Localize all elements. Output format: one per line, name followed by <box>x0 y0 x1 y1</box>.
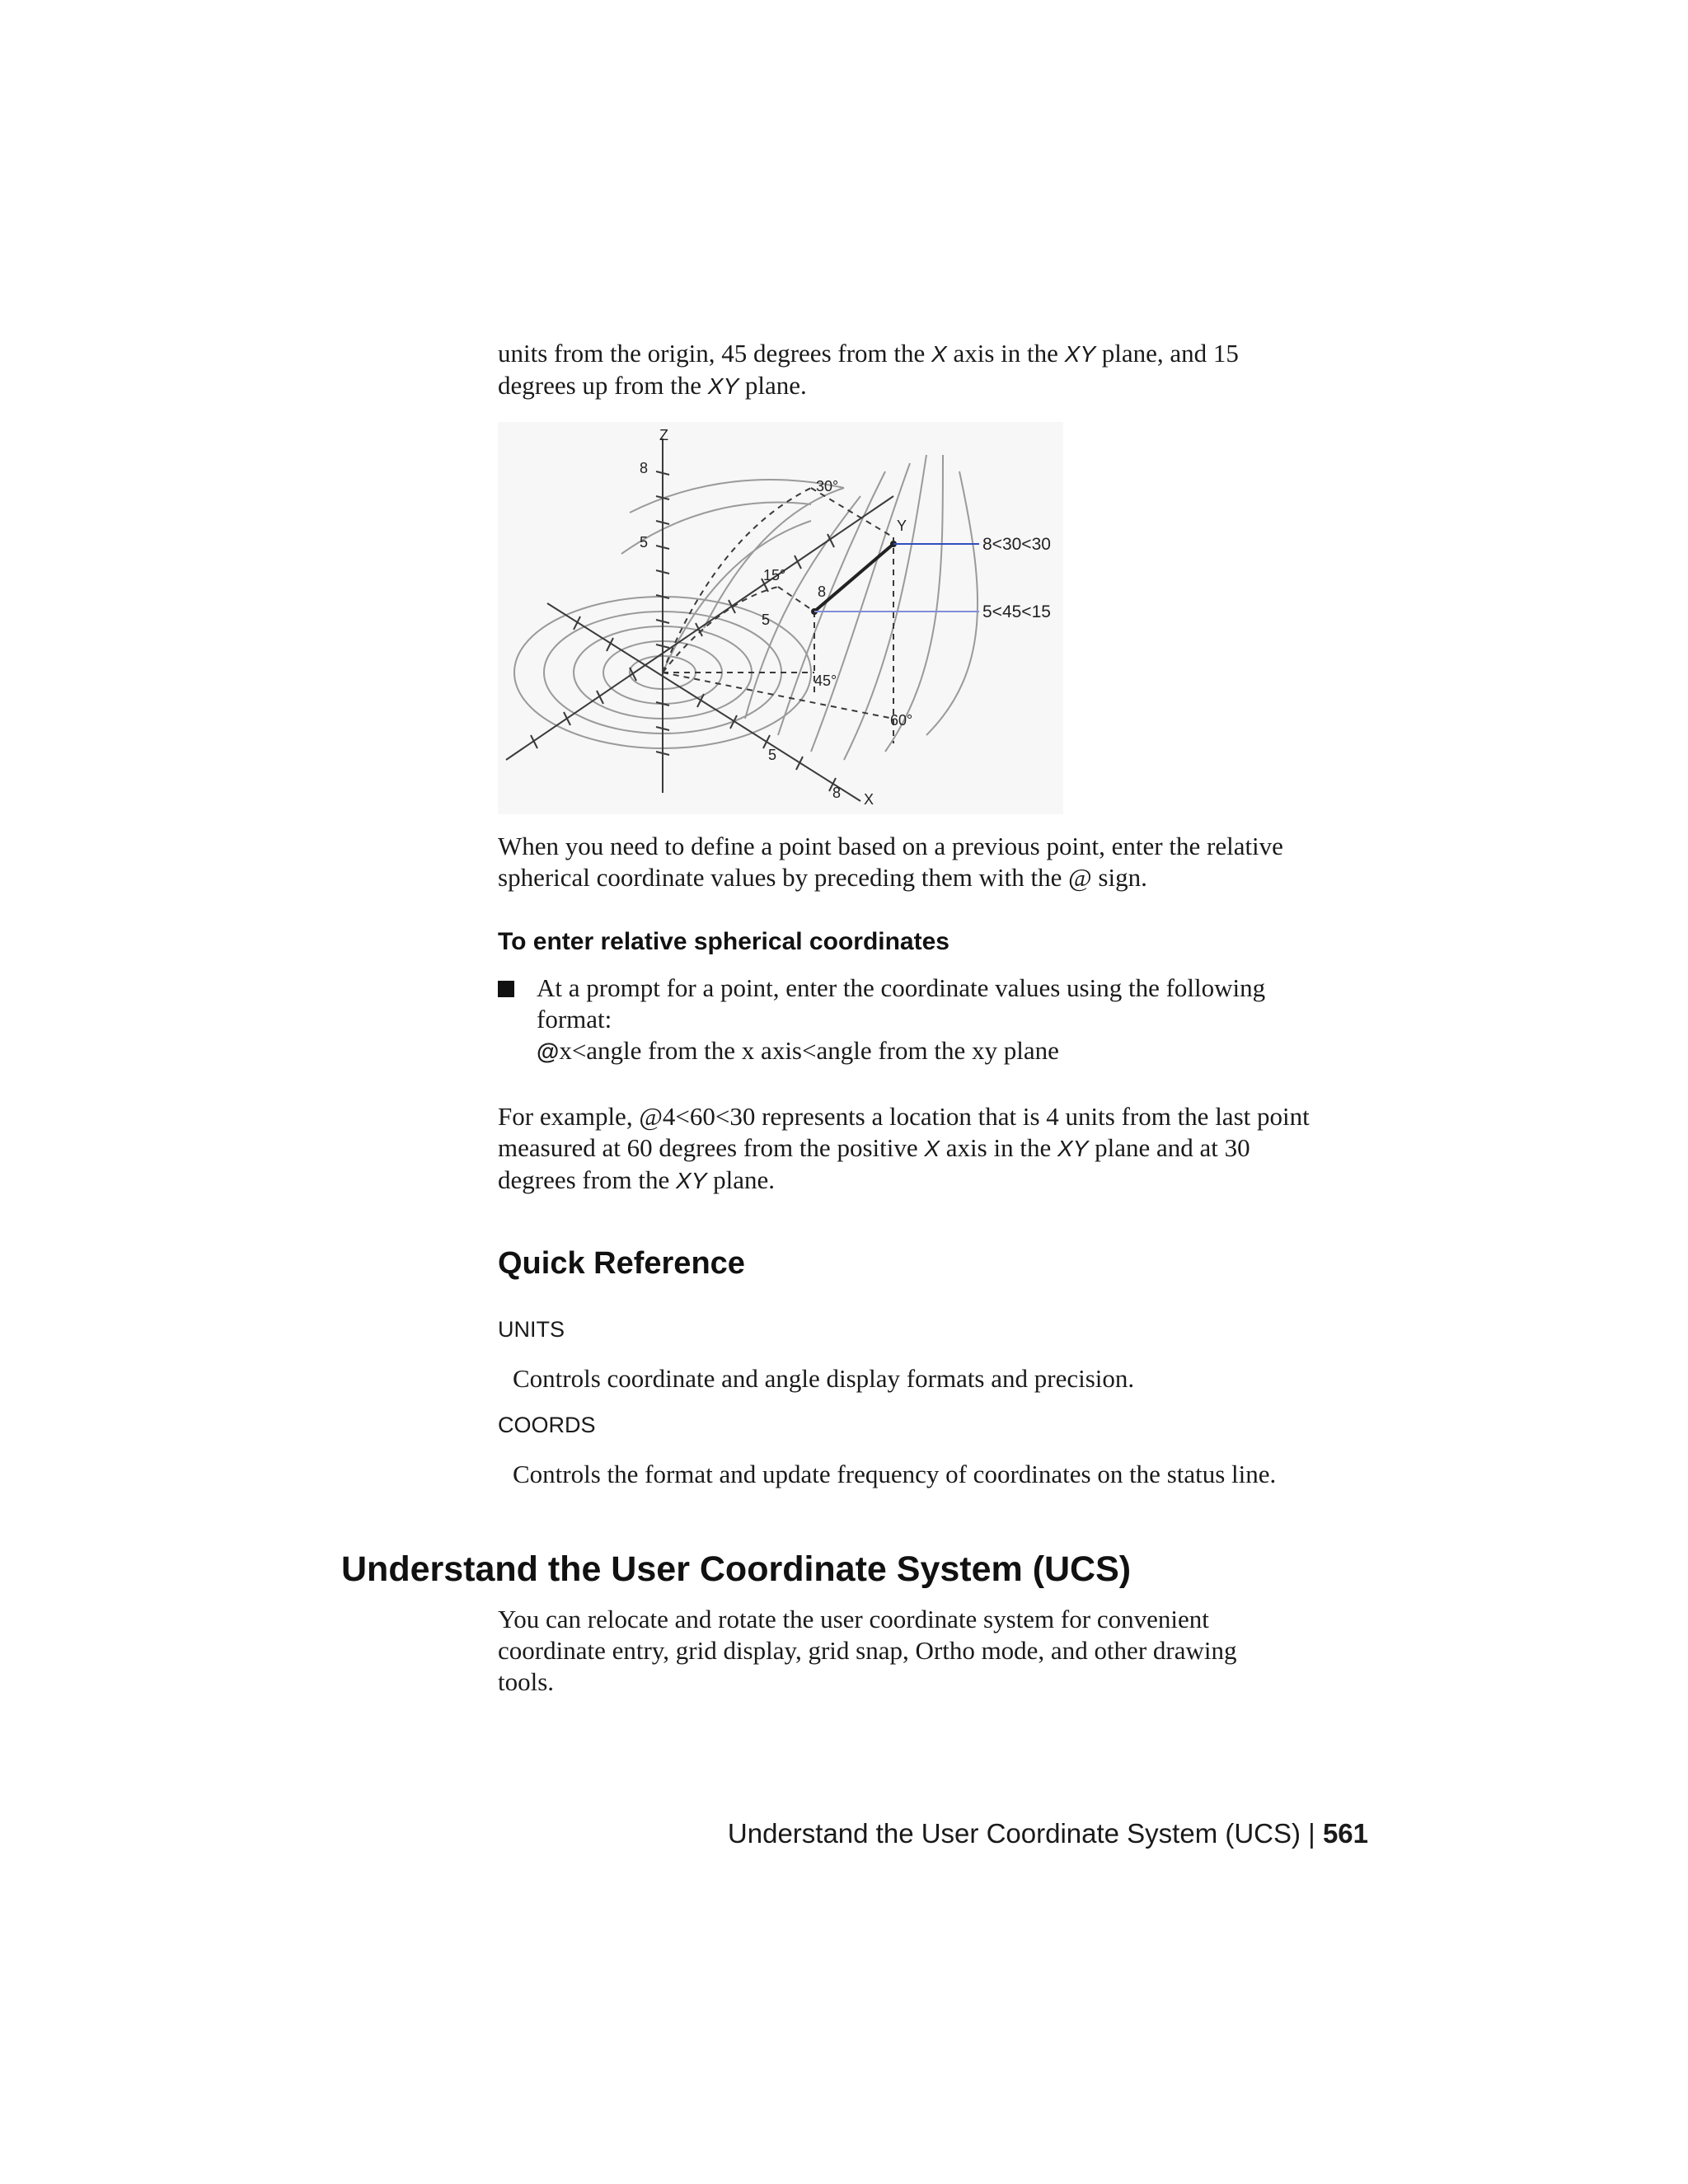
italic-xy: XY <box>707 373 739 399</box>
angle-label-30: 30° <box>816 478 839 494</box>
text-run: plane and at 30 <box>1088 1133 1250 1162</box>
text-run: degrees from the <box>498 1165 677 1194</box>
axis-y-label: Y <box>897 518 907 534</box>
example-line-1: For example, @4<60<30 represents a location that is 4 units from the last point <box>498 1102 1310 1131</box>
format-rest: x<angle from the x axis<angle from the xy plane <box>559 1036 1059 1065</box>
quick-reference-heading: Quick Reference <box>498 1246 745 1281</box>
spherical-coordinates-figure <box>498 422 1063 814</box>
text-run: plane. <box>706 1165 776 1194</box>
coords-command-link[interactable]: COORDS <box>498 1413 596 1437</box>
tick-label-5-x: 5 <box>768 747 777 763</box>
arc-8 <box>926 471 978 735</box>
dashed-arc-30 <box>663 488 811 673</box>
intro-line-1 <box>498 338 1388 370</box>
bullet-square-icon <box>498 981 514 997</box>
angle-label-60: 60° <box>890 712 913 729</box>
y-tick <box>564 712 570 725</box>
para2-line-1: When you need to define a point based on a previous point, enter the relative <box>498 832 1283 860</box>
example-line-2 <box>498 1132 1404 1165</box>
figure-labels <box>640 427 1051 808</box>
callout-label-1: 8<30<30 <box>982 535 1051 554</box>
dashed-ground-2 <box>663 673 893 719</box>
arc-2 <box>704 488 844 628</box>
text-run: measured at 60 degrees from the positive <box>498 1133 925 1162</box>
italic-xy: XY <box>1057 1136 1089 1161</box>
sphere-arcs <box>621 455 978 760</box>
tick-label-5-z: 5 <box>640 534 649 551</box>
intro-line-2 <box>498 370 1388 402</box>
dashed-arc-15 <box>663 587 778 673</box>
bullet-line-1: At a prompt for a point, enter the coordinate values using the following <box>537 973 1266 1002</box>
ucs-section-heading: Understand the User Coordinate System (UCS) <box>341 1549 1132 1589</box>
bullet-text <box>537 972 1394 1035</box>
italic-xy: XY <box>1064 341 1095 367</box>
italic-xy: XY <box>676 1168 707 1193</box>
footer-title: Understand the User Coordinate System (UCS) | <box>727 1818 1323 1849</box>
vector-line <box>814 544 893 612</box>
tick-label-8-x: 8 <box>832 785 842 801</box>
angle-label-45: 45° <box>814 673 837 689</box>
ucs-line-2: coordinate entry, grid display, grid snap, Ortho mode, and other drawing <box>498 1636 1237 1665</box>
dashed-line <box>811 488 893 537</box>
text-run: axis in the <box>940 1133 1057 1162</box>
italic-x: X <box>924 1136 940 1161</box>
ucs-paragraph <box>498 1604 1372 1698</box>
format-syntax <box>537 1035 1394 1067</box>
ucs-line-1: You can relocate and rotate the user coordinate system for convenient <box>498 1605 1209 1633</box>
tick-label-5-y: 5 <box>762 612 771 628</box>
units-command-link[interactable]: UNITS <box>498 1317 565 1342</box>
bullet-line-2: format: <box>537 1005 612 1033</box>
text-run: axis in the <box>946 339 1065 368</box>
intro-paragraph <box>498 338 1388 402</box>
axis-x-label: X <box>864 791 874 808</box>
text-run: plane, and 15 <box>1095 339 1239 368</box>
para2-line-2: spherical coordinate values by preceding them with the @ sign. <box>498 863 1147 892</box>
arc-5 <box>811 463 913 752</box>
angle-label-15: 15° <box>763 567 786 583</box>
units-description: Controls coordinate and angle display formats and precision. <box>513 1364 1135 1393</box>
coords-description: Controls the format and update frequency of coordinates on the status line. <box>513 1460 1277 1488</box>
axis-z-label: Z <box>659 427 668 443</box>
example-line-3 <box>498 1165 1404 1197</box>
page-footer <box>728 1818 1368 1849</box>
procedure-heading: To enter relative spherical coordinates <box>498 928 950 955</box>
arc-9 <box>621 503 811 555</box>
text-run: units from the origin, 45 degrees from the <box>498 339 932 368</box>
format-at-sign: @ <box>537 1038 560 1064</box>
example-paragraph <box>498 1101 1404 1197</box>
figure-svg <box>498 422 1063 814</box>
ucs-line-3: tools. <box>498 1667 555 1696</box>
relative-point-paragraph <box>498 831 1388 893</box>
tick-label-8-z: 8 <box>640 460 649 476</box>
page-number: 561 <box>1322 1818 1368 1849</box>
text-run: degrees up from the <box>498 371 708 400</box>
tick-label-8-y: 8 <box>818 583 827 600</box>
callout-label-2: 5<45<15 <box>982 602 1051 621</box>
italic-x: X <box>931 341 947 367</box>
y-axis-line <box>506 496 893 760</box>
arc-1 <box>663 521 811 673</box>
text-run: plane. <box>738 371 807 400</box>
